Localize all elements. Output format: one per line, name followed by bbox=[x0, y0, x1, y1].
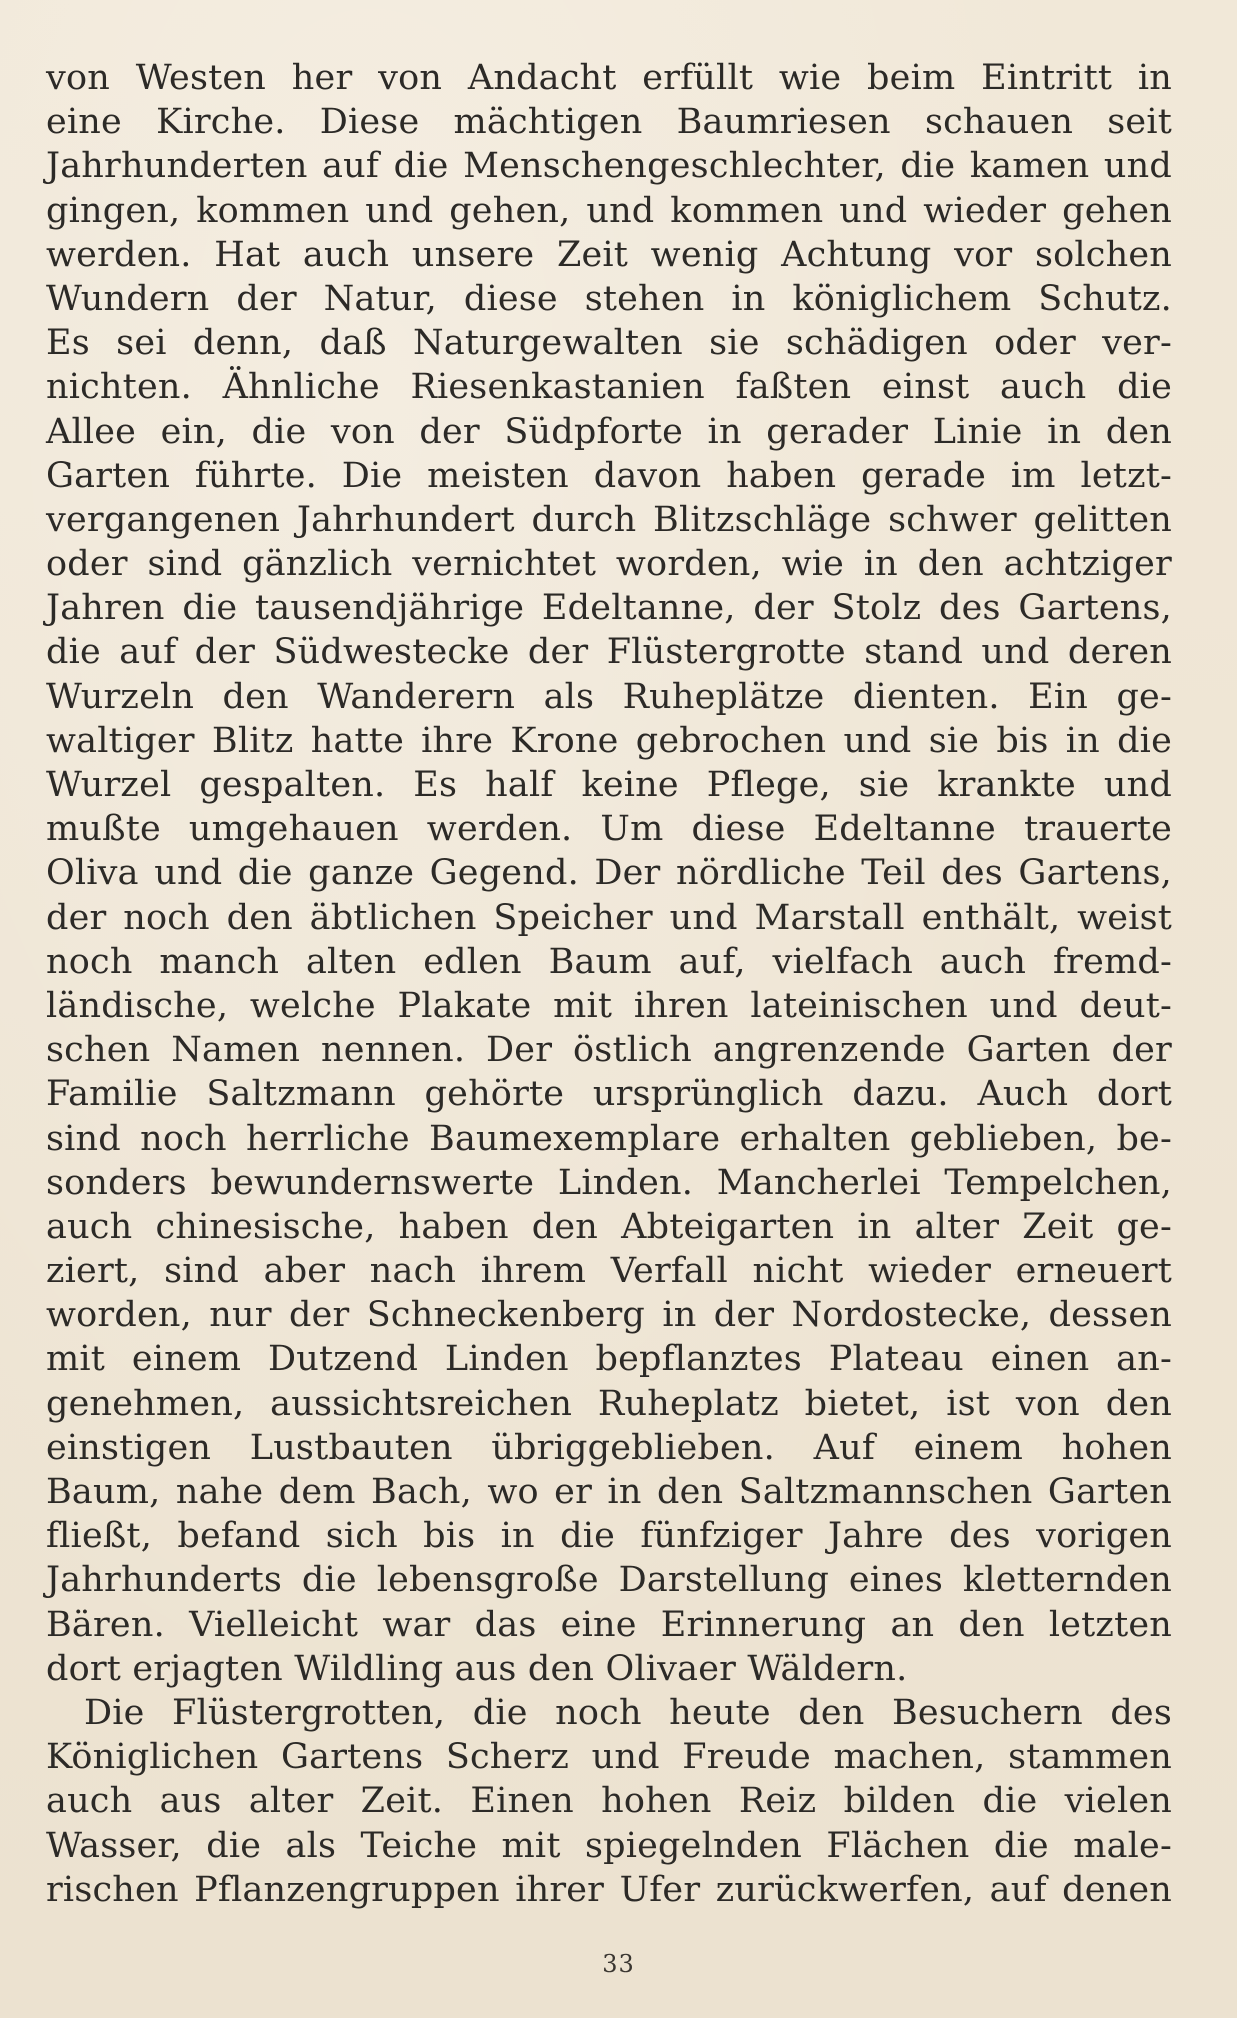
page-number: 33 bbox=[602, 1950, 635, 1978]
text-line: waltiger Blitz hatte ihre Krone gebrochen und sie bis in die bbox=[46, 720, 1172, 761]
text-line: gingen, kommen und gehen, und kommen und wieder gehen bbox=[46, 190, 1172, 231]
paragraph bbox=[46, 1691, 1172, 1912]
text-line: worden, nur der Schneckenberg in der Nordostecke, dessen bbox=[46, 1295, 1172, 1336]
text-line: ziert, sind aber nach ihrem Verfall nicht wieder erneuert bbox=[46, 1251, 1172, 1292]
text-line: Oliva und die ganze Gegend. Der nördliche Teil des Gartens, bbox=[46, 853, 1172, 894]
text-line: vergangenen Jahrhundert durch Blitzschläge schwer gelitten bbox=[46, 499, 1172, 540]
text-line: ländische, welche Plakate mit ihren lateinischen und deut- bbox=[46, 985, 1172, 1026]
text-line: nichten. Ähnliche Riesenkastanien faßten einst auch die bbox=[46, 367, 1172, 408]
text-line: Jahrhunderts die lebensgroße Darstellung eines kletternden bbox=[46, 1560, 1172, 1601]
text-line: dort erjagten Wildling aus den Olivaer Wäldern. bbox=[46, 1648, 908, 1689]
text-line: schen Namen nennen. Der östlich angrenzende Garten der bbox=[46, 1030, 1172, 1071]
text-line: mit einem Dutzend Linden bepflanztes Plateau einen an- bbox=[46, 1339, 1172, 1380]
text-line: der noch den äbtlichen Speicher und Marstall enthält, weist bbox=[46, 897, 1172, 938]
text-line: Königlichen Gartens Scherz und Freude machen, stammen bbox=[46, 1737, 1172, 1778]
text-line: oder sind gänzlich vernichtet worden, wie in den achtziger bbox=[46, 544, 1172, 585]
text-line: von Westen her von Andacht erfüllt wie beim Eintritt in bbox=[46, 58, 1172, 98]
text-line: auch chinesische, haben den Abteigarten in alter Zeit ge- bbox=[46, 1206, 1172, 1247]
text-line: Familie Saltzmann gehörte ursprünglich dazu. Auch dort bbox=[46, 1074, 1172, 1115]
text-line: Jahren die tausendjährige Edeltanne, der Stolz des Gartens, bbox=[46, 588, 1172, 629]
text-line: Es sei denn, daß Naturgewalten sie schädigen oder ver- bbox=[46, 323, 1172, 364]
text-line: auch aus alter Zeit. Einen hohen Reiz bilden die vielen bbox=[46, 1781, 1172, 1822]
text-line: noch manch alten edlen Baum auf, vielfach auch fremd- bbox=[46, 941, 1172, 982]
text-line: Jahrhunderten auf die Menschengeschlechter, die kamen und bbox=[46, 146, 1172, 187]
text-line: Bären. Vielleicht war das eine Erinnerung an den letzten bbox=[46, 1604, 1172, 1645]
body-text bbox=[46, 56, 1172, 1912]
text-line: die auf der Südwestecke der Flüstergrotte stand und deren bbox=[46, 632, 1172, 673]
text-line: einstigen Lustbauten übriggeblieben. Auf einem hohen bbox=[46, 1427, 1172, 1468]
text-line: Die Flüstergrotten, die noch heute den Besuchern des bbox=[84, 1692, 1172, 1733]
paragraph bbox=[46, 56, 1172, 1691]
text-line: sonders bewundernswerte Linden. Mancherlei Tempelchen, bbox=[46, 1162, 1172, 1203]
text-line: Allee ein, die von der Südpforte in gerader Linie in den bbox=[46, 411, 1172, 452]
text-line: fließt, befand sich bis in die fünfziger Jahre des vorigen bbox=[46, 1516, 1172, 1557]
text-line: Wundern der Natur, diese stehen in königlichem Schutz. bbox=[46, 278, 1172, 319]
text-line: mußte umgehauen werden. Um diese Edeltanne trauerte bbox=[46, 809, 1172, 850]
text-line: Baum, nahe dem Bach, wo er in den Saltzmannschen Garten bbox=[46, 1472, 1172, 1512]
text-line: Wurzel gespalten. Es half keine Pflege, sie krankte und bbox=[46, 765, 1172, 805]
text-line: Wasser, die als Teiche mit spiegelnden Flächen die male- bbox=[46, 1825, 1172, 1866]
text-line: sind noch herrliche Baumexemplare erhalten geblieben, be- bbox=[46, 1118, 1172, 1159]
text-line: Wurzeln den Wanderern als Ruheplätze dienten. Ein ge- bbox=[46, 676, 1172, 717]
text-line: werden. Hat auch unsere Zeit wenig Achtung vor solchen bbox=[46, 234, 1172, 275]
text-line: eine Kirche. Diese mächtigen Baumriesen schauen seit bbox=[46, 102, 1172, 143]
text-line: genehmen, aussichtsreichen Ruheplatz bietet, ist von den bbox=[46, 1383, 1172, 1424]
text-line: Garten führte. Die meisten davon haben gerade im letzt- bbox=[46, 455, 1172, 496]
text-line: rischen Pflanzengruppen ihrer Ufer zurückwerfen, auf denen bbox=[46, 1869, 1172, 1910]
